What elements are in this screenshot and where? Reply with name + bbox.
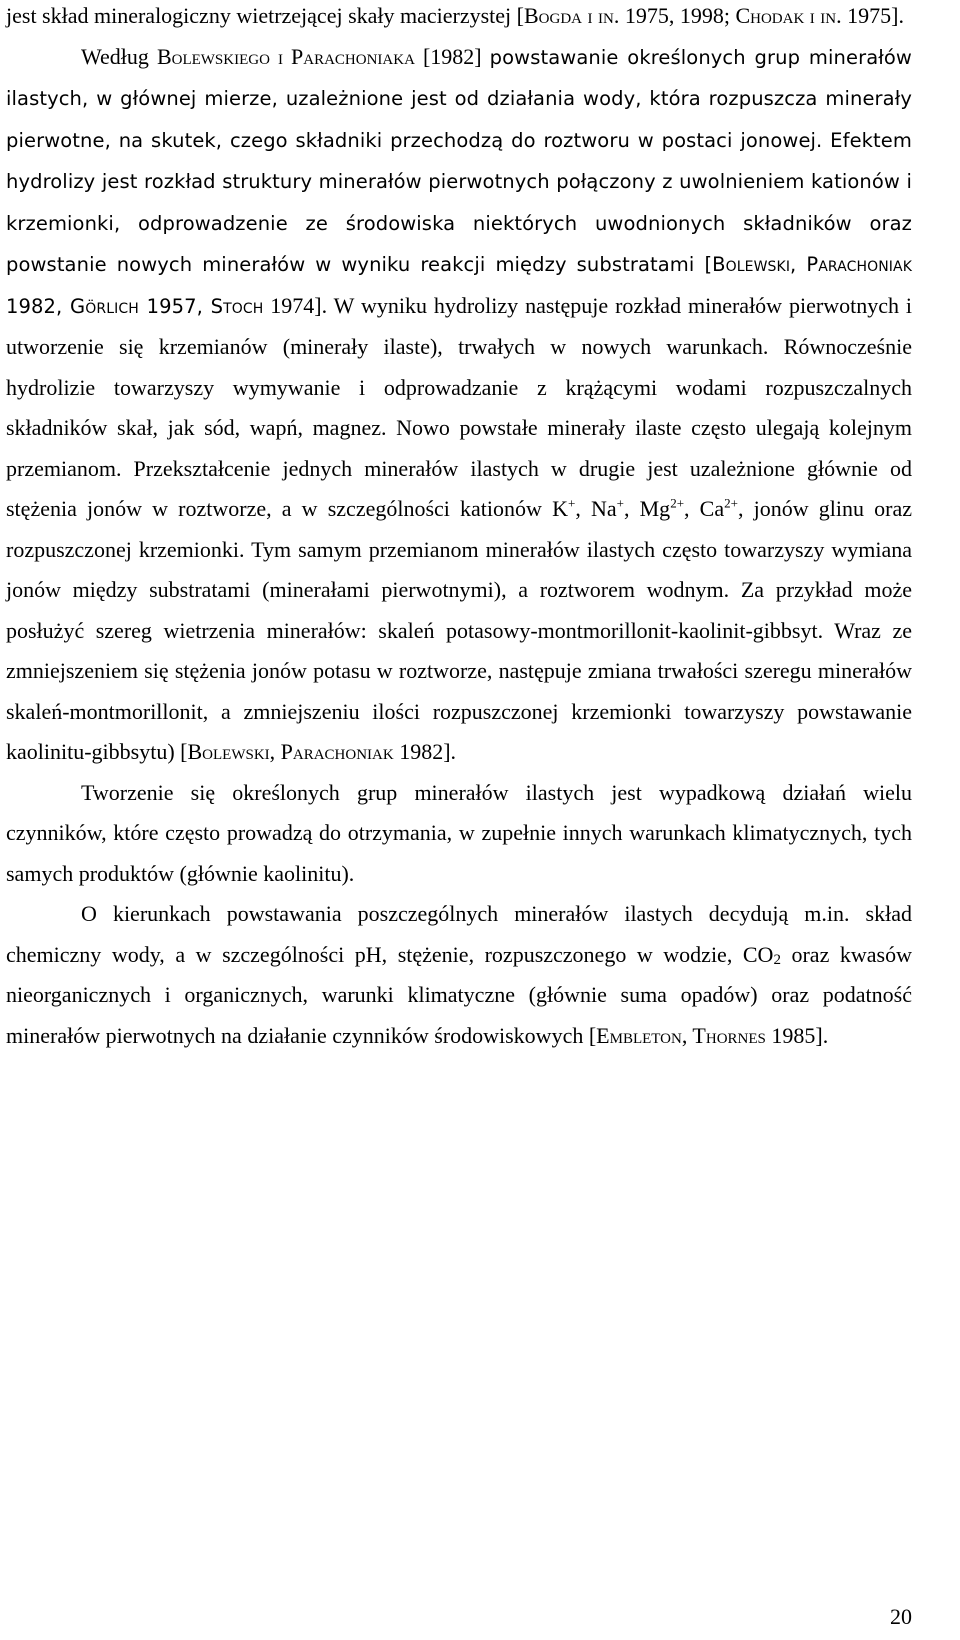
page-number: 20: [890, 1604, 912, 1629]
text-run: , jonów glinu oraz rozpuszczonej krzemionki. Tym samym przemianom minerałów ilastych często towarzyszy wymiana jonów między substratami (minerałami pierwotnymi), a roztworem wodnym. Za przykład może posłużyć szereg wietrzenia minerałów: skaleń potasowy-montmorillonit-kaolinit-gibbsyt. Wraz ze zmniejszeniem się stężenia jonów potasu w roztworze, następuje zmiana trwałości szeregu minerałów skaleń-montmorillonit, a zmniejszeniu ilości rozpuszczonej krzemionki towarzyszy powstawanie kaolinitu-gibbsytu) [: [6, 496, 912, 764]
citation-author: Stoch: [210, 294, 264, 318]
citation-author: Embleton, Thornes: [596, 1022, 766, 1048]
citation-author: Bolewski, Parachoniak: [187, 739, 394, 764]
citation-author: Bolewskiego i Parachoniaka: [156, 43, 415, 69]
citation-author: Bogda i in: [524, 3, 614, 28]
citation-author: Bolewski, Parachoniak: [712, 253, 912, 276]
document-page: [6, 0, 912, 1056]
ion-charge: 2+: [670, 495, 685, 511]
text-run: , Mg: [623, 496, 671, 521]
text-run: 1985].: [765, 1022, 829, 1048]
text-run: Według: [81, 43, 157, 69]
sans-text-segment: [6, 43, 912, 318]
text-run: . 1975, 1998;: [613, 3, 736, 28]
paragraph-directions: [6, 894, 912, 1056]
text-run: 1974].: [263, 292, 328, 318]
text-run: jest skład mineralogiczny wietrzejącej skały macierzystej [: [6, 3, 524, 28]
text-run: [1982]: [414, 43, 490, 69]
text-run: . 1975].: [836, 3, 904, 28]
text-run: O kierunkach powstawania poszczególnych minerałów ilastych decydują m.in. skład chemiczny wody, a w szczególności pH, stężenie, rozpuszczonego w wodzie, CO: [6, 901, 912, 967]
chemical-subscript: 2: [773, 951, 781, 968]
text-run: oraz kwasów nieorganicznych i organicznych, warunki klimatyczne (głównie suma opadów) oraz podatność minerałów pierwotnych na działanie czynników środowiskowych [: [6, 941, 912, 1048]
text-run: , Na: [575, 496, 617, 521]
paragraph-hydrolysis: [6, 37, 912, 773]
text-run: , Ca: [684, 496, 725, 521]
ion-charge: +: [567, 495, 576, 511]
paragraph-factors: Tworzenie się określonych grup minerałów ilastych jest wypadkową działań wielu czynników, które często prowadzą do otrzymania, w zupełnie innych warunkach klimatycznych, tych samych produktów (głównie kaolinitu).: [6, 779, 912, 886]
text-run: 1982,: [6, 294, 71, 318]
text-run: 1957,: [138, 294, 211, 318]
citation-author: Görlich: [70, 294, 139, 318]
text-run: 1982].: [393, 739, 457, 764]
ion-charge: +: [616, 495, 624, 511]
ion-charge: 2+: [724, 495, 738, 511]
citation-author: Chodak i in: [735, 3, 837, 28]
paragraph-continued: [6, 0, 912, 37]
text-run: powstawanie określonych grup minerałów ilastych, w głównej mierze, uzależnione jest od działania wody, która rozpuszcza minerały pierwotne, na skutek, czego składniki przechodzą do roztworu w postaci jonowej. Efektem hydrolizy jest rozkład struktury minerałów pierwotnych połączony z uwolnieniem kationów i krzemionki, odprowadzenie ze środowiska niektórych uwodnionych składników oraz powstanie nowych minerałów w wyniku reakcji między substratami [: [6, 45, 912, 276]
text-run: W wyniku hydrolizy następuje rozkład minerałów pierwotnych i utworzenie się krzemianów (minerały ilaste), trwałych w nowych warunkach. Równocześnie hydrolizie towarzyszy wymywanie i odprowadzanie z krążącymi wodami rozpuszczalnych składników skał, jak sód, wapń, magnez. Nowo powstałe minerały ilaste często ulegają kolejnym przemianom. Przekształcenie jednych minerałów ilastych w drugie jest uzależnione głównie od stężenia jonów w roztworze, a w szczególności kationów K: [6, 292, 912, 521]
